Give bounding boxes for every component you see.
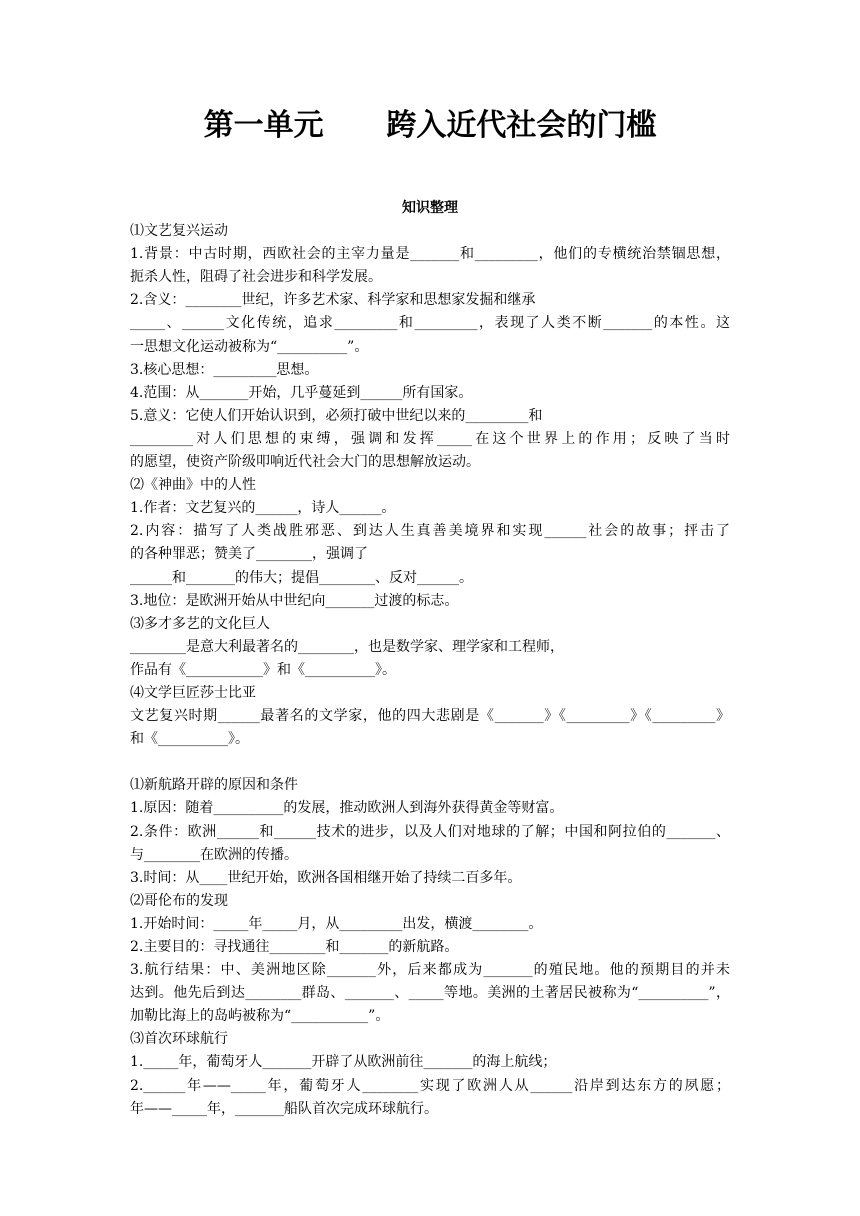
text-line: 1.作者：文艺复兴的______，诗人______。 xyxy=(130,500,396,517)
section-heading: 知识整理 xyxy=(402,200,458,216)
blank-line xyxy=(130,751,730,774)
text-line: 扼杀人性，阻碍了社会进步和科学发展。 xyxy=(130,269,382,286)
text-line: 3.地位：是欧洲开始从中世纪向_______过渡的标志。 xyxy=(130,592,459,609)
text-line: 2.条件：欧洲______和______技术的进步，以及人们对地球的了解；中国和阿拉伯的_______、 xyxy=(130,823,730,840)
page-title: 第一单元 跨入近代社会的门槛 xyxy=(203,108,657,143)
subsection-heading-columbus: ⑵哥伦布的发现 xyxy=(130,892,228,909)
text-line: 2.主要目的：寻找通往________和_______的新航路。 xyxy=(130,939,459,955)
text-line: 5.意义：它使人们开始认识到，必须打破中世纪以来的_________和 xyxy=(130,407,543,424)
text-line: 与________在欧洲的传播。 xyxy=(130,846,298,863)
text-line: 2.内容：描写了人类战胜邪恶、到达人生真善美境界和实现______社会的故事；抨击了 xyxy=(130,523,730,540)
text-line: 2.含义：________世纪，许多艺术家、科学家和思想家发掘和继承 xyxy=(130,292,536,309)
text-line: 4.范围：从_______开始，几乎蔓延到______所有国家。 xyxy=(130,384,473,401)
text-line: 一思想文化运动被称为“__________”。 xyxy=(130,338,369,355)
text-line: 1.原因：随着__________的发展，推动欧洲人到海外获得黄金等财富。 xyxy=(130,800,564,817)
subsection-heading-renaissance: ⑴文艺复兴运动 xyxy=(130,223,228,240)
text-line: 和《__________》。 xyxy=(130,731,249,748)
subsection-heading-circumnavigation: ⑶首次环球航行 xyxy=(130,1031,228,1048)
subsection-heading-shakespeare: ⑷文学巨匠莎士比亚 xyxy=(130,684,256,701)
text-line: 达到。他先后到达________群岛、_______、_____等地。美洲的土著居民被称为“__________”， xyxy=(130,985,730,1002)
text-line: 3.时间：从____世纪开始，欧洲各国相继开始了持续二百多年。 xyxy=(130,869,522,886)
text-line: 1.开始时间：_____年_____月，从_________出发，横渡________。 xyxy=(130,915,543,932)
text-line: 3.核心思想：_________思想。 xyxy=(130,361,319,378)
text-line: 1._____年，葡萄牙人_______开辟了从欧洲前往_______的海上航线； xyxy=(130,1054,557,1071)
text-line: 的愿望，使资产阶级叩响近代社会大门的思想解放运动。 xyxy=(130,454,480,471)
text-line: 3.航行结果：中、美洲地区除_______外，后来都成为_______的殖民地。他的预期目的并未 xyxy=(130,962,730,979)
subsection-heading-divine-comedy: ⑵《神曲》中的人性 xyxy=(130,477,256,494)
text-line: 文艺复兴时期______最著名的文学家，他的四大悲剧是《_______》《_________》《_________》 xyxy=(130,708,730,725)
text-line: 作品有《___________》和《__________》。 xyxy=(130,661,396,678)
text-line: ________是意大利最著名的________，也是数学家、理学家和工程师， xyxy=(130,638,564,655)
text-line: 2.______年——_____年，葡萄牙人________实现了欧洲人从______沿岸到达东方的夙愿； xyxy=(130,1077,730,1094)
text-line: 年——_____年，_______船队首次完成环球航行。 xyxy=(130,1100,438,1117)
text-line: ______和_______的伟大；提倡________、反对______。 xyxy=(130,569,473,586)
text-line: _____、______文化传统，追求_________和_________，表现了人类不断_______的本性。这 xyxy=(130,315,730,332)
subsection-heading-new-routes: ⑴新航路开辟的原因和条件 xyxy=(130,777,298,794)
subsection-heading-cultural-giant: ⑶多才多艺的文化巨人 xyxy=(130,615,270,632)
document-body xyxy=(130,197,730,1121)
text-line: 1.背景：中古时期，西欧社会的主宰力量是_______和_________，他们的专横统治禁锢思想， xyxy=(130,246,730,263)
text-line: 的各种罪恶；赞美了________，强调了 xyxy=(130,546,368,563)
text-line: _________对人们思想的束缚，强调和发挥_____在这个世界上的作用；反映了当时 xyxy=(130,430,730,447)
text-line: 加勒比海上的岛屿被称为“___________”。 xyxy=(130,1008,390,1025)
